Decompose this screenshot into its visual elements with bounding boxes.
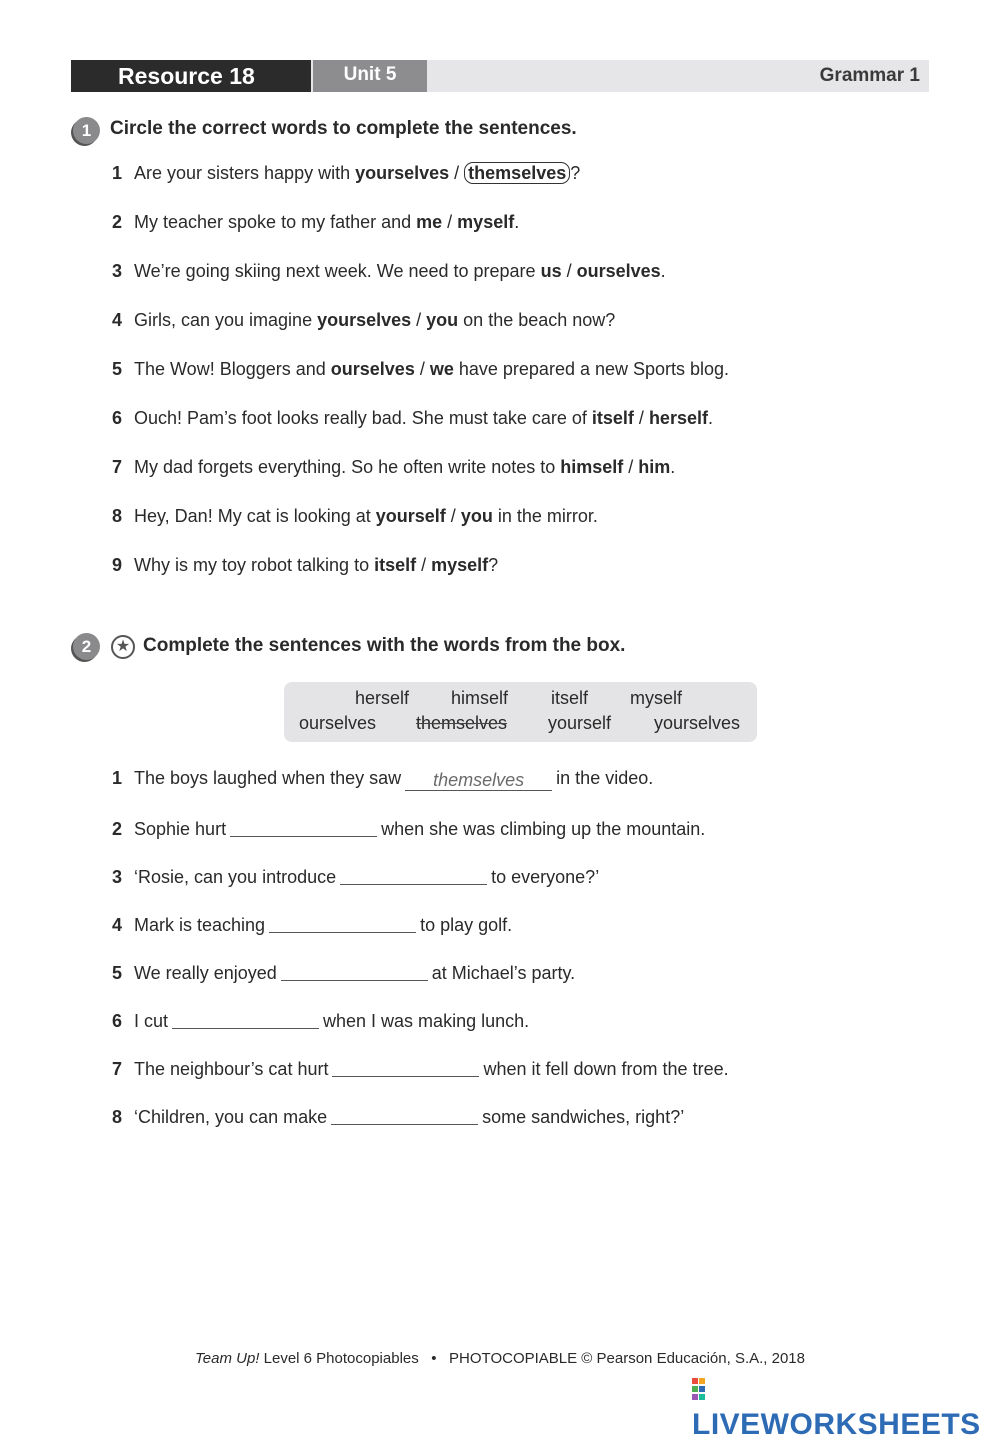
star-icon: ★ <box>111 635 135 659</box>
item-text: ‘Children, you can make <box>134 1107 328 1127</box>
answer-blank[interactable] <box>332 1056 479 1077</box>
option-separator: / <box>442 212 458 232</box>
ex1-item-7 <box>112 455 675 479</box>
item-number: 4 <box>112 310 123 330</box>
option-separator: / <box>449 163 465 183</box>
ex2-item-7 <box>112 1054 729 1081</box>
ex2-item-4 <box>112 910 512 937</box>
option-separator: / <box>445 506 461 526</box>
liveworksheets-icon <box>692 1378 712 1400</box>
item-text-end: . <box>514 212 520 232</box>
answer-blank[interactable] <box>340 864 487 885</box>
item-text: My dad forgets everything. So he often write notes to <box>134 457 561 477</box>
ex2-item-5 <box>112 958 575 985</box>
ex1-item-5 <box>112 357 729 381</box>
exercise-2-number: 2 <box>73 633 100 660</box>
item-text: Hey, Dan! My cat is looking at <box>134 506 376 526</box>
ex1-item-9 <box>112 553 498 577</box>
option-a[interactable]: ourselves <box>330 359 415 379</box>
box-word: yourself <box>548 713 612 733</box>
item-number: 1 <box>112 768 123 788</box>
option-a[interactable]: yourselves <box>355 163 450 183</box>
option-b[interactable]: herself <box>648 408 708 428</box>
item-text-end: at Michael’s party. <box>431 963 576 983</box>
exercise-2-title: Complete the sentences with the words from the box. <box>143 635 626 656</box>
item-number: 2 <box>112 819 123 839</box>
item-text: Why is my toy robot talking to <box>134 555 375 575</box>
item-text: We really enjoyed <box>134 963 277 983</box>
option-a[interactable]: himself <box>560 457 624 477</box>
item-text: The Wow! Bloggers and <box>134 359 331 379</box>
option-a[interactable]: itself <box>591 408 634 428</box>
box-word: yourselves <box>654 713 741 733</box>
option-b[interactable]: you <box>460 506 493 526</box>
item-text-end: to play golf. <box>420 915 513 935</box>
option-separator: / <box>561 261 577 281</box>
item-number: 4 <box>112 915 123 935</box>
box-word: myself <box>630 688 683 708</box>
item-number: 9 <box>112 555 123 575</box>
box-word: herself <box>355 688 410 708</box>
item-text-end: some sandwiches, right?’ <box>482 1107 685 1127</box>
item-text: ‘Rosie, can you introduce <box>134 867 337 887</box>
item-text-end: in the video. <box>556 768 654 788</box>
option-b[interactable]: we <box>429 359 454 379</box>
option-b[interactable]: ourselves <box>576 261 661 281</box>
item-text-end: when she was climbing up the mountain. <box>381 819 706 839</box>
brand-text: LIVEWORKSHEETS <box>692 1408 981 1441</box>
option-b[interactable]: myself <box>457 212 515 232</box>
resource-label: Resource 18 <box>71 60 311 92</box>
box-word: itself <box>551 688 589 708</box>
answer-blank[interactable] <box>230 816 377 837</box>
book-level: Level 6 Photocopiables <box>259 1350 419 1367</box>
item-text: Mark is teaching <box>134 915 266 935</box>
header-bar <box>71 60 929 92</box>
answer-blank[interactable] <box>331 1104 478 1125</box>
item-text-end: in the mirror. <box>492 506 598 526</box>
item-text: I cut <box>134 1011 169 1031</box>
item-number: 8 <box>112 1107 123 1127</box>
ex2-item-6 <box>112 1006 529 1033</box>
item-text: Sophie hurt <box>134 819 227 839</box>
copyright: PHOTOCOPIABLE © Pearson Educación, S.A., 2018 <box>449 1350 805 1367</box>
item-number: 5 <box>112 359 123 379</box>
item-text-end: when I was making lunch. <box>323 1011 530 1031</box>
option-b[interactable]: myself <box>431 555 489 575</box>
item-text-end: . <box>670 457 676 477</box>
section-label: Grammar 1 <box>819 65 920 86</box>
item-text-end: have prepared a new Sports blog. <box>453 359 730 379</box>
item-text: Girls, can you imagine <box>134 310 318 330</box>
ex2-item-8 <box>112 1102 684 1129</box>
ex1-item-3 <box>112 259 666 283</box>
option-a[interactable]: me <box>416 212 443 232</box>
item-number: 6 <box>112 1011 123 1031</box>
item-text-end: to everyone?’ <box>491 867 600 887</box>
item-text: We’re going skiing next week. We need to prepare <box>134 261 541 281</box>
item-text-end: when it fell down from the tree. <box>483 1059 729 1079</box>
item-number: 2 <box>112 212 123 232</box>
option-b[interactable]: him <box>638 457 671 477</box>
item-number: 3 <box>112 261 123 281</box>
item-text-end: ? <box>488 555 499 575</box>
exercise-1-title: Circle the correct words to complete the sentences. <box>110 118 577 139</box>
ex1-item-2 <box>112 210 519 234</box>
option-b[interactable]: you <box>426 310 459 330</box>
option-separator: / <box>416 555 432 575</box>
footer-bullet: • <box>431 1350 437 1367</box>
option-separator: / <box>633 408 649 428</box>
item-text-end: . <box>660 261 666 281</box>
item-number: 5 <box>112 963 123 983</box>
box-word: himself <box>451 688 509 708</box>
ex2-item-3 <box>112 862 599 889</box>
ex1-item-6 <box>112 406 713 430</box>
item-text-end: . <box>707 408 713 428</box>
option-b-circled[interactable]: themselves <box>464 162 570 184</box>
answer-blank[interactable]: themselves <box>405 770 552 791</box>
item-number: 6 <box>112 408 123 428</box>
option-a[interactable]: us <box>540 261 562 281</box>
item-number: 7 <box>112 1059 123 1079</box>
item-text: Are your sisters happy with <box>134 163 356 183</box>
footer <box>0 1350 1000 1367</box>
item-number: 3 <box>112 867 123 887</box>
option-separator: / <box>414 359 430 379</box>
ex2-item-2 <box>112 814 705 841</box>
item-number: 1 <box>112 163 123 183</box>
unit-label: Unit 5 <box>313 60 427 92</box>
liveworksheets-logo[interactable] <box>692 1374 1000 1442</box>
option-a[interactable]: itself <box>374 555 417 575</box>
ex2-item-1 <box>112 766 653 790</box>
box-word-struck: themselves <box>416 713 508 733</box>
option-separator: / <box>411 310 427 330</box>
item-number: 8 <box>112 506 123 526</box>
item-text-end: ? <box>570 163 581 183</box>
item-text: The boys laughed when they saw <box>134 768 402 788</box>
item-text: Ouch! Pam’s foot looks really bad. She must take care of <box>134 408 592 428</box>
option-a[interactable]: yourselves <box>317 310 412 330</box>
answer-blank[interactable] <box>281 960 428 981</box>
ex1-item-8 <box>112 504 598 528</box>
item-text-end: on the beach now? <box>458 310 616 330</box>
item-text: My teacher spoke to my father and <box>134 212 417 232</box>
option-separator: / <box>623 457 639 477</box>
book-title: Team Up! <box>194 1350 260 1367</box>
option-a[interactable]: yourself <box>375 506 446 526</box>
answer-blank[interactable] <box>172 1008 319 1029</box>
item-number: 7 <box>112 457 123 477</box>
item-text: The neighbour’s cat hurt <box>134 1059 329 1079</box>
word-box <box>284 682 757 742</box>
exercise-1-number: 1 <box>73 117 100 144</box>
ex1-item-1 <box>112 161 580 185</box>
box-word: ourselves <box>299 713 377 733</box>
answer-blank[interactable] <box>269 912 416 933</box>
ex1-item-4 <box>112 308 615 332</box>
